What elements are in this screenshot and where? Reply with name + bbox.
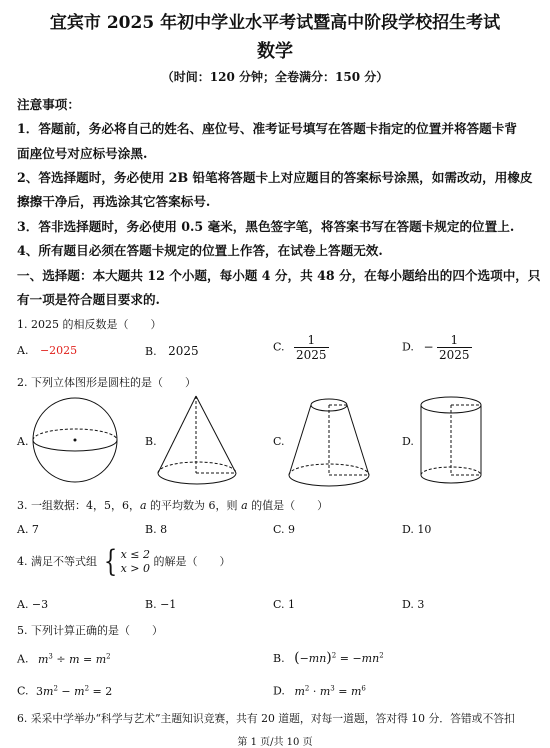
q2-option-d-label[interactable]: D. bbox=[402, 435, 414, 448]
q2-option-b-label[interactable]: B. bbox=[145, 435, 157, 448]
q1-option-a[interactable]: A. −2025 bbox=[17, 344, 78, 357]
q4-option-a[interactable]: A. −3 bbox=[17, 598, 49, 611]
notes-heading: 注意事项： bbox=[17, 97, 80, 112]
q1-option-c-fraction: $\frac{1}{2025}$ bbox=[296, 333, 327, 362]
q3-option-c[interactable]: C. 9 bbox=[273, 523, 296, 536]
q6-stem: 6. 采采中学举办“科学与艺术”主题知识竞赛，共有 20 道题，对每一道题，答对得 10 分．答错或不答扣 bbox=[17, 712, 515, 725]
q5-option-c[interactable]: C. $3m^2 - m^2 = 2$ bbox=[17, 684, 113, 698]
q2-stem: 2. 下列立体图形是圆柱的是（ ） bbox=[17, 376, 196, 389]
q5-option-d[interactable]: D. $m^2 \cdot m^3 = m^6$ bbox=[273, 684, 366, 698]
q5-option-b[interactable]: B. $(-mn)^2 = -mn^2$ bbox=[273, 650, 384, 666]
q4-option-b[interactable]: B. −1 bbox=[145, 598, 177, 611]
note-line-2: 面座位号对应标号涂黑. bbox=[17, 146, 148, 161]
note-line-4: 擦擦干净后，再选涂其它答案标号. bbox=[17, 194, 211, 209]
q2-option-a-label[interactable]: A. bbox=[17, 435, 29, 448]
var-a: a bbox=[140, 499, 147, 512]
cylinder-figure bbox=[413, 393, 493, 493]
page-footer: 第 1 页/共 10 页 bbox=[237, 737, 313, 748]
note-line-6: 4、所有题目必须在答题卡规定的位置上作答，在试卷上答题无效. bbox=[17, 243, 383, 258]
note-line-1: 1．答题前，务必将自己的姓名、座位号、准考证号填写在答题卡指定的位置并将答题卡背 bbox=[17, 121, 517, 136]
q4-option-c[interactable]: C. 1 bbox=[273, 598, 296, 611]
inequality-system: { x ≤ 2 x > 0 bbox=[103, 544, 151, 579]
q3-option-d[interactable]: D. 10 bbox=[402, 523, 432, 536]
q4-option-d[interactable]: D. 3 bbox=[402, 598, 425, 611]
q4-stem: 4. 满足不等式组 { x ≤ 2 x > 0 的解是（ ） bbox=[17, 544, 231, 579]
exam-title: 宜宾市 2025 年初中学业水平考试暨高中阶段学校招生考试 bbox=[49, 13, 501, 33]
q1-option-a-value: −2025 bbox=[39, 344, 78, 357]
q1-option-b[interactable]: B. 2025 bbox=[145, 344, 199, 358]
section-heading-line-2: 有一项是符合题目要求的. bbox=[17, 292, 160, 307]
q3-option-a[interactable]: A. 7 bbox=[17, 523, 39, 536]
sphere-figure bbox=[30, 395, 120, 485]
q1-stem: 1. 2025 的相反数是（ ） bbox=[17, 318, 162, 331]
q5-option-a[interactable]: A. $m^3 \div m = m^2$ bbox=[17, 652, 111, 666]
q2-option-c-label[interactable]: C. bbox=[273, 435, 285, 448]
q3-stem: 3. 一组数据：4，5，6，a 的平均数为 6，则 a 的值是（ ） bbox=[17, 499, 329, 512]
frustum-figure bbox=[283, 395, 373, 495]
section-heading-line-1: 一、选择题：本大题共 12 个小题，每小题 4 分，共 48 分，在每小题给出的四个选项中，只 bbox=[17, 268, 541, 283]
exam-info: （时间：120 分钟；全卷满分：150 分） bbox=[161, 70, 389, 84]
note-line-5: 3．答非选择题时，务必使用 0.5 毫米，黑色签字笔，将答案书写在答题卡规定的位置上. bbox=[17, 219, 515, 234]
q1-option-d[interactable]: D. − $\frac{1}{2025}$ bbox=[402, 333, 470, 362]
q1-option-c[interactable]: C. $\frac{1}{2025}$ bbox=[273, 333, 327, 362]
q3-option-b[interactable]: B. 8 bbox=[145, 523, 168, 536]
q5-stem: 5. 下列计算正确的是（ ） bbox=[17, 624, 163, 637]
note-line-3: 2、答选择题时，务必使用 2B 铅笔将答题卡上对应题目的答案标号涂黑，如需改动，用橡皮 bbox=[17, 170, 533, 185]
cone-figure bbox=[152, 393, 242, 493]
q1-option-d-fraction: $\frac{1}{2025}$ bbox=[439, 333, 470, 362]
subject-title: 数学 bbox=[257, 41, 293, 62]
